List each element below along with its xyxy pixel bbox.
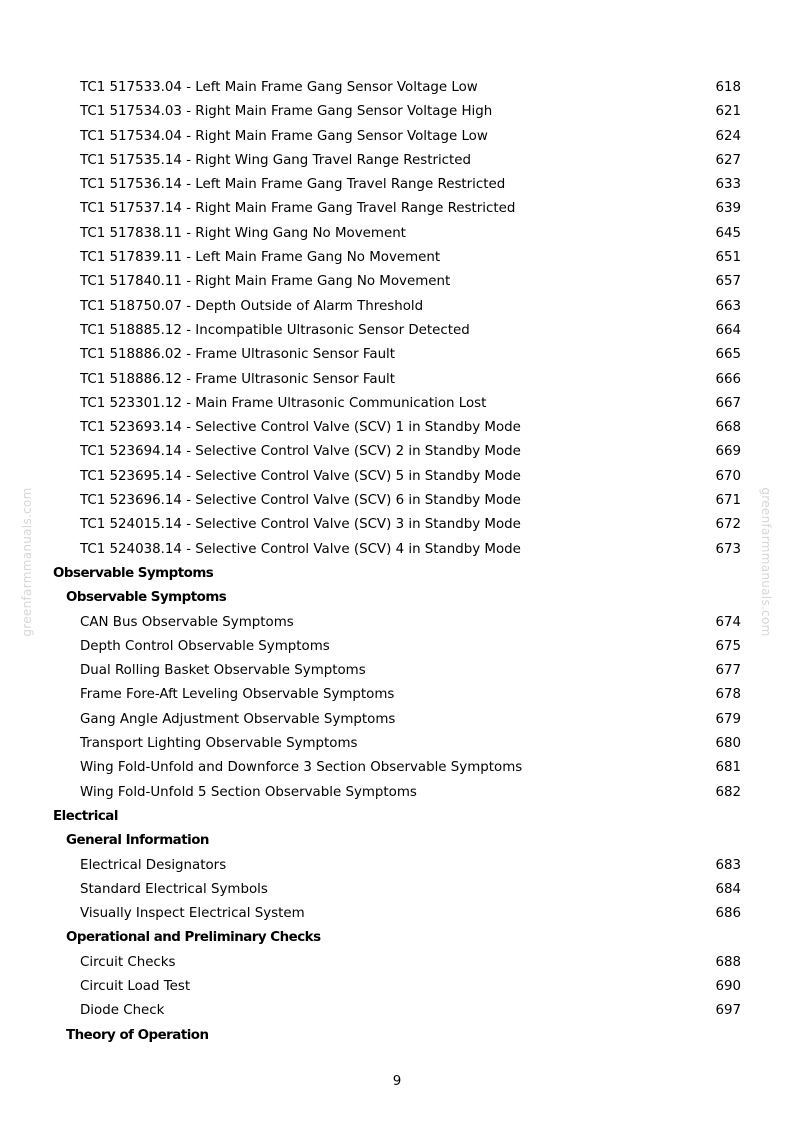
- toc-entry[interactable]: [0, 416, 794, 440]
- toc-entry[interactable]: [0, 635, 794, 659]
- toc-entry-page: 627: [715, 152, 741, 168]
- toc-entry-page: 671: [715, 493, 741, 509]
- toc-entry[interactable]: [0, 999, 794, 1023]
- toc-entry-page: 651: [715, 250, 741, 266]
- toc-entry-title: Depth Control Observable Symptoms: [80, 638, 330, 654]
- toc-entry[interactable]: [0, 76, 794, 100]
- toc-entry-title: TC1 523695.14 - Selective Control Valve (SCV) 5 in Standby Mode: [80, 468, 521, 484]
- toc-entry[interactable]: [0, 149, 794, 173]
- toc-entry[interactable]: [0, 683, 794, 707]
- toc-entry-page: 668: [715, 420, 741, 436]
- toc-subsection-heading: [0, 926, 794, 950]
- toc-entry-title: Observable Symptoms: [66, 590, 227, 606]
- toc-entry-page: 670: [715, 468, 741, 484]
- toc-entry-title: Observable Symptoms: [53, 565, 214, 581]
- toc-entry[interactable]: [0, 781, 794, 805]
- toc-entry-page: 657: [715, 274, 741, 290]
- toc-entry-page: 675: [715, 638, 741, 654]
- toc-entry-title: Operational and Preliminary Checks: [66, 930, 321, 946]
- toc-entry[interactable]: [0, 489, 794, 513]
- toc-entry-page: 680: [715, 736, 741, 752]
- toc-entry-title: Circuit Load Test: [80, 978, 191, 994]
- toc-entry-title: TC1 523301.12 - Main Frame Ultrasonic Communication Lost: [80, 395, 487, 411]
- toc-entry-page: 684: [715, 881, 741, 897]
- toc-entry-page: 672: [715, 517, 741, 533]
- toc-entry[interactable]: [0, 465, 794, 489]
- toc-entry-title: Wing Fold-Unfold and Downforce 3 Section Observable Symptoms: [80, 760, 523, 776]
- toc-entry-title: TC1 517534.04 - Right Main Frame Gang Sensor Voltage Low: [80, 128, 488, 144]
- toc-entry-page: 639: [715, 201, 741, 217]
- toc-entry-page: 669: [715, 444, 741, 460]
- toc-entry-title: Standard Electrical Symbols: [80, 881, 268, 897]
- toc-entry-title: TC1 523694.14 - Selective Control Valve (SCV) 2 in Standby Mode: [80, 444, 521, 460]
- toc-subsection-heading: [0, 829, 794, 853]
- page-number: 9: [392, 1074, 402, 1089]
- toc-entry-title: TC1 517533.04 - Left Main Frame Gang Sensor Voltage Low: [80, 80, 478, 95]
- toc-entry-page: 665: [715, 347, 741, 363]
- toc-entry-title: Transport Lighting Observable Symptoms: [80, 736, 358, 752]
- toc-entry-title: Circuit Checks: [80, 954, 176, 970]
- toc-entry-title: TC1 518886.02 - Frame Ultrasonic Sensor Fault: [80, 347, 396, 363]
- toc-entry-title: TC1 517840.11 - Right Main Frame Gang No Movement: [80, 274, 451, 290]
- toc-entry[interactable]: [0, 125, 794, 149]
- toc-entry-title: Electrical Designators: [80, 857, 227, 873]
- toc-entry-page: 688: [715, 954, 741, 970]
- toc-entry[interactable]: [0, 343, 794, 367]
- toc-entry-title: TC1 524015.14 - Selective Control Valve (SCV) 3 in Standby Mode: [80, 517, 521, 533]
- toc-entry[interactable]: [0, 611, 794, 635]
- toc-entry[interactable]: [0, 708, 794, 732]
- toc-entry-page: 673: [715, 541, 741, 557]
- toc-entry-title: TC1 524038.14 - Selective Control Valve (SCV) 4 in Standby Mode: [80, 541, 521, 557]
- toc-entry[interactable]: [0, 878, 794, 902]
- toc-entry[interactable]: [0, 319, 794, 343]
- toc-entry[interactable]: [0, 246, 794, 270]
- toc-entry-title: TC1 523696.14 - Selective Control Valve (SCV) 6 in Standby Mode: [80, 493, 521, 509]
- toc-entry[interactable]: [0, 538, 794, 562]
- watermark-right: greenfarmmanuals.com: [759, 487, 773, 637]
- table-of-contents: [0, 76, 794, 1048]
- toc-entry-page: 690: [715, 978, 741, 994]
- toc-entry-page: 624: [715, 128, 741, 144]
- toc-entry-title: Frame Fore-Aft Leveling Observable Symptoms: [80, 687, 395, 703]
- toc-entry-title: Wing Fold-Unfold 5 Section Observable Symptoms: [80, 784, 417, 800]
- toc-entry[interactable]: [0, 392, 794, 416]
- toc-entry-page: 667: [715, 395, 741, 411]
- toc-entry-title: Electrical: [53, 808, 118, 824]
- toc-entry-page: 686: [715, 906, 741, 922]
- toc-entry[interactable]: [0, 270, 794, 294]
- watermark-left: greenfarmmanuals.com: [20, 487, 34, 637]
- toc-entry[interactable]: [0, 659, 794, 683]
- toc-entry[interactable]: [0, 197, 794, 221]
- toc-entry-page: 621: [715, 104, 741, 120]
- toc-entry[interactable]: [0, 173, 794, 197]
- toc-entry[interactable]: [0, 951, 794, 975]
- toc-entry[interactable]: [0, 368, 794, 392]
- toc-entry-title: TC1 517534.03 - Right Main Frame Gang Sensor Voltage High: [80, 104, 493, 120]
- toc-entry-title: Visually Inspect Electrical System: [80, 906, 305, 922]
- toc-entry-page: 681: [715, 760, 741, 776]
- toc-entry-page: 666: [715, 371, 741, 387]
- toc-entry-page: 674: [715, 614, 741, 630]
- toc-entry-title: Dual Rolling Basket Observable Symptoms: [80, 663, 366, 679]
- toc-entry-page: 678: [715, 687, 741, 703]
- toc-entry-page: 645: [715, 225, 741, 241]
- toc-entry[interactable]: [0, 732, 794, 756]
- toc-entry-title: General Information: [66, 833, 209, 849]
- toc-entry[interactable]: [0, 100, 794, 124]
- toc-subsection-heading: [0, 1024, 794, 1048]
- toc-entry[interactable]: [0, 975, 794, 999]
- toc-entry-title: TC1 517537.14 - Right Main Frame Gang Travel Range Restricted: [80, 201, 516, 217]
- toc-entry-page: 679: [715, 711, 741, 727]
- toc-entry-title: CAN Bus Observable Symptoms: [80, 614, 294, 630]
- toc-section-heading: [0, 562, 794, 586]
- toc-entry-title: Theory of Operation: [66, 1027, 209, 1043]
- toc-entry-title: Gang Angle Adjustment Observable Symptoms: [80, 711, 396, 727]
- toc-entry-title: TC1 518750.07 - Depth Outside of Alarm Threshold: [80, 298, 424, 314]
- toc-entry-page: 633: [715, 177, 741, 193]
- toc-entry[interactable]: [0, 295, 794, 319]
- toc-entry[interactable]: [0, 756, 794, 780]
- toc-entry-page: 682: [715, 784, 741, 800]
- toc-entry-page: 677: [715, 663, 741, 679]
- toc-entry-page: 618: [715, 80, 741, 95]
- toc-entry-page: 683: [715, 857, 741, 873]
- toc-entry-page: 664: [715, 322, 741, 338]
- toc-section-heading: [0, 805, 794, 829]
- toc-subsection-heading: [0, 586, 794, 610]
- toc-entry[interactable]: [0, 854, 794, 878]
- toc-entry-page: 663: [715, 298, 741, 314]
- toc-entry-title: Diode Check: [80, 1003, 165, 1019]
- toc-entry[interactable]: [0, 222, 794, 246]
- toc-entry-title: TC1 517838.11 - Right Wing Gang No Movement: [80, 225, 406, 241]
- toc-entry-title: TC1 517536.14 - Left Main Frame Gang Travel Range Restricted: [80, 177, 506, 193]
- toc-entry-title: TC1 517839.11 - Left Main Frame Gang No Movement: [80, 250, 441, 266]
- toc-entry[interactable]: [0, 440, 794, 464]
- toc-entry-title: TC1 518886.12 - Frame Ultrasonic Sensor Fault: [80, 371, 396, 387]
- toc-entry-page: 697: [715, 1003, 741, 1019]
- toc-entry[interactable]: [0, 513, 794, 537]
- toc-entry[interactable]: [0, 902, 794, 926]
- toc-entry-title: TC1 518885.12 - Incompatible Ultrasonic Sensor Detected: [80, 322, 470, 338]
- toc-entry-title: TC1 523693.14 - Selective Control Valve (SCV) 1 in Standby Mode: [80, 420, 521, 436]
- toc-entry-title: TC1 517535.14 - Right Wing Gang Travel Range Restricted: [80, 152, 472, 168]
